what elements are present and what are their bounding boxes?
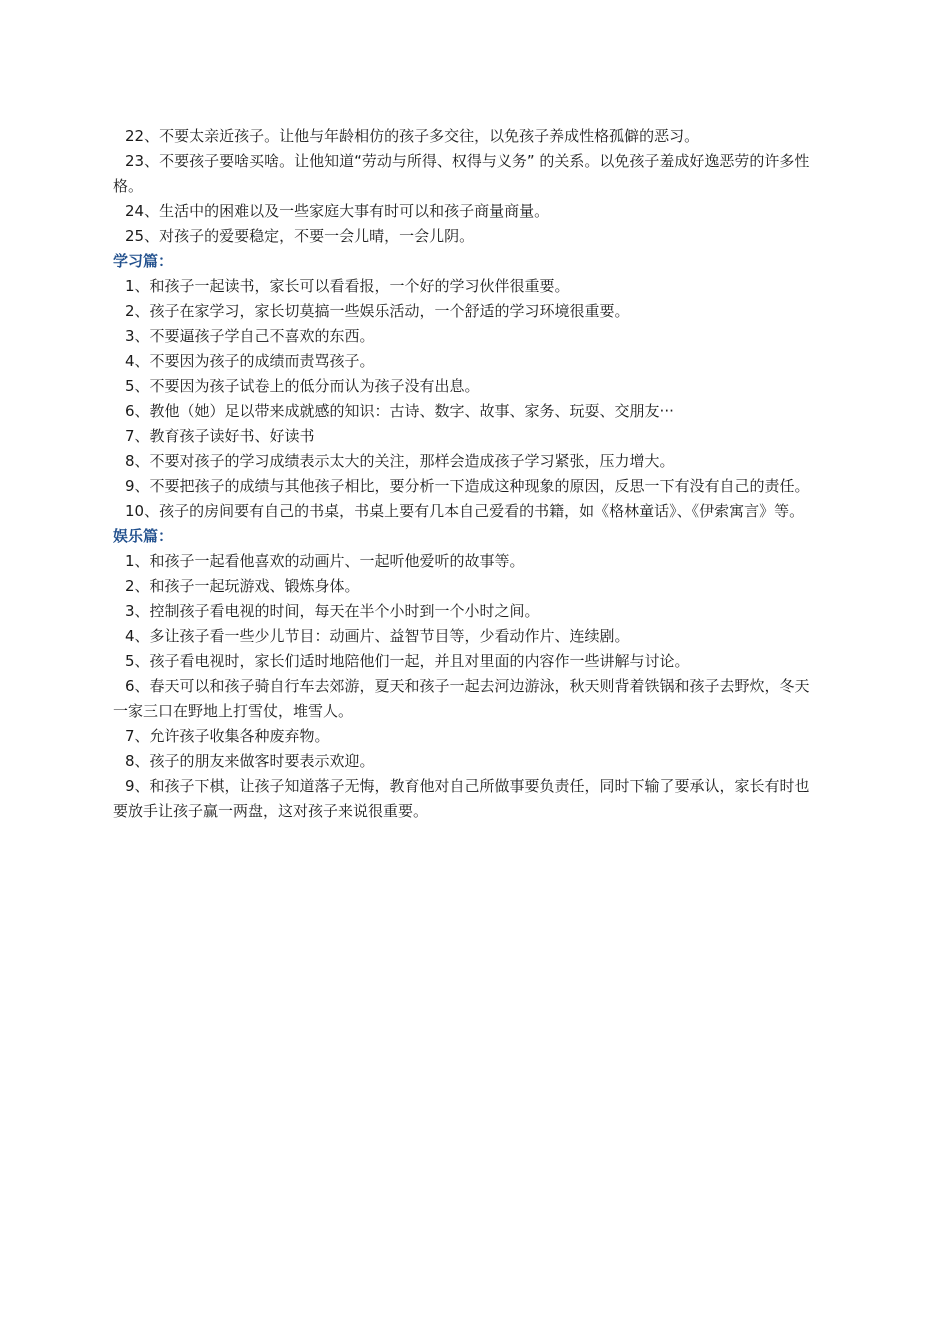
document-page xyxy=(113,124,813,824)
list-item: 3、控制孩子看电视的时间，每天在半个小时到一个小时之间。 xyxy=(125,602,540,620)
list-item: 4、多让孩子看一些少儿节目：动画片、益智节目等，少看动作片、连续剧。 xyxy=(125,627,630,645)
list-item: 7、允许孩子收集各种废弃物。 xyxy=(125,727,330,745)
list-item: 5、孩子看电视时，家长们适时地陪他们一起，并且对里面的内容作一些讲解与讨论。 xyxy=(125,652,690,670)
list-item: 23、不要孩子要啥买啥。让他知道“劳动与所得、权得与义务” 的关系。以免孩子羞成好逸恶劳的许多性格。 xyxy=(113,152,810,195)
intro-section xyxy=(113,124,813,249)
list-item: 9、不要把孩子的成绩与其他孩子相比，要分析一下造成这种现象的原因，反思一下有没有自己的责任。 xyxy=(125,477,810,495)
list-item: 8、孩子的朋友来做客时要表示欢迎。 xyxy=(125,752,375,770)
section-heading-fun: 娱乐篇： xyxy=(113,527,174,545)
list-item: 9、和孩子下棋，让孩子知道落子无悔，教育他对自己所做事要负责任，同时下输了要承认，家长有时也要放手让孩子赢一两盘，这对孩子来说很重要。 xyxy=(113,777,810,820)
list-item: 10、孩子的房间要有自己的书桌，书桌上要有几本自己爱看的书籍，如《格林童话》、《伊索寓言》等。 xyxy=(125,502,805,520)
study-section xyxy=(113,249,813,524)
list-item: 25、对孩子的爱要稳定，不要一会儿晴，一会儿阴。 xyxy=(125,227,475,245)
list-item: 1、和孩子一起读书，家长可以看看报，一个好的学习伙伴很重要。 xyxy=(125,277,570,295)
list-item: 7、教育孩子读好书、好读书 xyxy=(125,427,315,445)
list-item: 22、不要太亲近孩子。让他与年龄相仿的孩子多交往，以免孩子养成性格孤僻的恶习。 xyxy=(125,127,700,145)
fun-section xyxy=(113,524,813,824)
list-item: 6、春天可以和孩子骑自行车去郊游，夏天和孩子一起去河边游泳，秋天则背着铁锅和孩子去野炊，冬天一家三口在野地上打雪仗，堆雪人。 xyxy=(113,677,810,720)
list-item: 8、不要对孩子的学习成绩表示太大的关注，那样会造成孩子学习紧张，压力增大。 xyxy=(125,452,675,470)
list-item: 3、不要逼孩子学自己不喜欢的东西。 xyxy=(125,327,375,345)
list-item: 6、教他（她）足以带来成就感的知识：古诗、数字、故事、家务、玩耍、交朋友··· xyxy=(125,402,674,420)
list-item: 1、和孩子一起看他喜欢的动画片、一起听他爱听的故事等。 xyxy=(125,552,525,570)
list-item: 5、不要因为孩子试卷上的低分而认为孩子没有出息。 xyxy=(125,377,480,395)
section-heading-study: 学习篇： xyxy=(113,252,174,270)
list-item: 2、孩子在家学习，家长切莫搞一些娱乐活动，一个舒适的学习环境很重要。 xyxy=(125,302,630,320)
list-item: 4、不要因为孩子的成绩而责骂孩子。 xyxy=(125,352,375,370)
list-item: 2、和孩子一起玩游戏、锻炼身体。 xyxy=(125,577,360,595)
list-item: 24、生活中的困难以及一些家庭大事有时可以和孩子商量商量。 xyxy=(125,202,550,220)
